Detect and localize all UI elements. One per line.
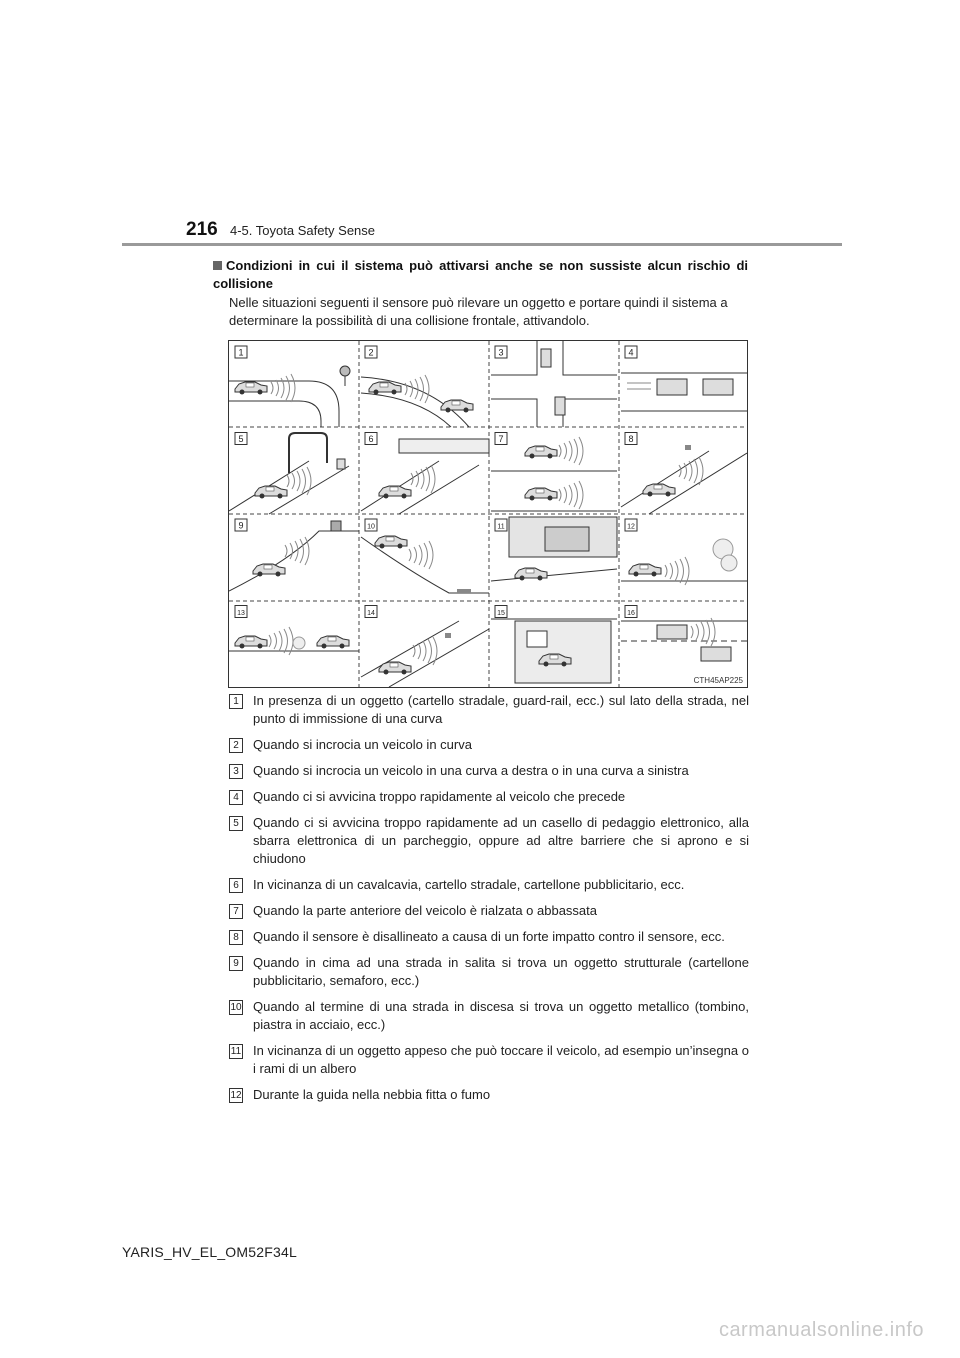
panel-number-9: [235, 519, 247, 531]
item-number: 11: [230, 1046, 242, 1057]
item-text: Quando in cima ad una strada in salita si trova un oggetto strutturale (cartellone pubblicitario, semaforo, ecc.): [253, 955, 749, 988]
list-item-5: [229, 814, 749, 868]
panel-number-2: [365, 346, 377, 358]
panel-10-downhill-metal: [361, 536, 489, 593]
item-text: Quando al termine di una strada in discesa si trova un oggetto metallico (tombino, piastra in acciaio, ecc.): [253, 999, 749, 1032]
document-code-footer: YARIS_HV_EL_OM52F34L: [122, 1244, 297, 1260]
svg-text:5: 5: [238, 434, 244, 444]
list-item-4: [229, 788, 749, 806]
panel-number-6: [365, 433, 377, 445]
panel-number-11: [495, 519, 507, 531]
item-text: Quando si incrocia un veicolo in una curva a destra o in una curva a sinistra: [253, 763, 689, 778]
item-number: 1: [229, 694, 243, 709]
item-number: 10: [230, 1002, 242, 1013]
item-number: 5: [229, 816, 243, 831]
panel-15-building: [491, 619, 617, 683]
panel-8-misaligned-sensor: [621, 445, 747, 514]
panel-12-fog-smoke: [621, 539, 747, 585]
item-text: Durante la guida nella nebbia fitta o fumo: [253, 1087, 491, 1102]
panel-4-vehicle-ahead: [621, 373, 747, 411]
item-number: 6: [229, 878, 243, 893]
item-text: Quando la parte anteriore del veicolo è rialzata o abbassata: [253, 903, 597, 918]
panel-1-curve-sign: [229, 366, 350, 427]
panel-number-5: [235, 433, 247, 445]
panel-13-dust-between-cars: [229, 627, 359, 655]
item-text: Quando ci si avvicina troppo rapidamente al veicolo che precede: [253, 789, 626, 804]
list-item-11: [229, 1042, 749, 1078]
svg-text:13: 13: [237, 610, 245, 617]
panel-number-13: [235, 606, 247, 618]
panel-3-intersection: [491, 341, 617, 427]
panel-11-hanging-object: [491, 517, 617, 581]
svg-text:2: 2: [368, 347, 374, 358]
panel-6-overpass: [361, 439, 489, 514]
panel-number-3: [495, 346, 507, 358]
subheading-text: Condizioni in cui il sistema può attivarsi anche se non sussiste alcun rischio di collisione: [213, 258, 748, 291]
list-item-10: [229, 998, 749, 1034]
condition-list: [229, 692, 749, 1112]
item-text: Quando ci si avvicina troppo rapidamente ad un casello di pedaggio elettronico, alla sbarra elettronica di un parcheggio, oppure ad altre barriere che si aprono e si chiudono: [253, 815, 749, 866]
item-text: In presenza di un oggetto (cartello stradale, guard-rail, ecc.) sul lato della strada, nel punto di immissione di una curva: [253, 693, 749, 726]
list-item-6: [229, 876, 749, 894]
svg-text:8: 8: [628, 434, 634, 444]
panel-5-toll-barrier: [229, 433, 349, 514]
panel-number-16: [625, 606, 637, 618]
panel-9-uphill-object: [229, 521, 359, 591]
item-number: 9: [229, 956, 243, 971]
section-title: 4-5. Toyota Safety Sense: [230, 223, 376, 238]
svg-text:14: 14: [367, 610, 375, 617]
intro-paragraph: Nelle situazioni seguenti il sensore può rilevare un oggetto e portare quindi il sistema a determinare la possibilità di una collisione frontale, attivandolo.: [229, 295, 728, 328]
panel-number-10: [365, 519, 377, 531]
list-item-8: [229, 928, 749, 946]
list-item-9: [229, 954, 749, 990]
item-number: 12: [230, 1090, 242, 1101]
item-text: In vicinanza di un oggetto appeso che può toccare il veicolo, ad esempio un’insegna o i rami di un albero: [253, 1043, 749, 1076]
svg-text:16: 16: [627, 610, 635, 617]
list-item-3: [229, 762, 749, 780]
item-number: 4: [229, 790, 243, 805]
svg-text:1: 1: [238, 347, 244, 358]
figure-code: CTH45AP225: [693, 676, 743, 685]
item-number: 2: [229, 738, 243, 753]
svg-text:7: 7: [498, 434, 504, 444]
item-text: In vicinanza di un cavalcavia, cartello stradale, cartellone pubblicitario, ecc.: [253, 877, 685, 892]
illustration-figure: [228, 340, 748, 688]
panel-number-14: [365, 606, 377, 618]
item-number: 7: [229, 904, 243, 919]
item-number: 3: [229, 764, 243, 779]
square-bullet-icon: [213, 261, 222, 270]
panel-7-nose-raised: [491, 437, 617, 511]
item-number: 8: [229, 930, 243, 945]
panel-number-8: [625, 433, 637, 445]
panel-number-7: [495, 433, 507, 445]
svg-text:10: 10: [367, 523, 375, 531]
list-item-1: [229, 692, 749, 728]
svg-text:12: 12: [627, 523, 635, 531]
watermark: carmanualsonline.info: [718, 1319, 924, 1341]
panel-number-12: [625, 519, 637, 531]
svg-text:9: 9: [238, 520, 244, 531]
page-number: 216: [186, 219, 218, 240]
panel-16-adjacent-lane: [621, 618, 747, 661]
panel-2-oncoming-curve: [361, 375, 473, 427]
list-item-7: [229, 902, 749, 920]
panel-14-object-on-road: [361, 621, 489, 687]
panel-number-1: [235, 346, 247, 358]
item-text: Quando il sensore è disallineato a causa di un forte impatto contro il sensore, ecc.: [253, 929, 725, 944]
header-rule: [122, 243, 842, 246]
item-text: Quando si incrocia un veicolo in curva: [253, 737, 472, 752]
svg-text:6: 6: [368, 434, 374, 444]
subheading: [213, 257, 748, 293]
svg-text:15: 15: [497, 610, 505, 617]
panel-number-4: [625, 346, 637, 358]
svg-text:11: 11: [497, 523, 505, 531]
list-item-2: [229, 736, 749, 754]
svg-text:4: 4: [628, 347, 634, 358]
panel-number-15: [495, 606, 507, 618]
illustration-grid: [229, 341, 747, 687]
svg-text:3: 3: [498, 347, 504, 358]
list-item-12: [229, 1086, 749, 1104]
